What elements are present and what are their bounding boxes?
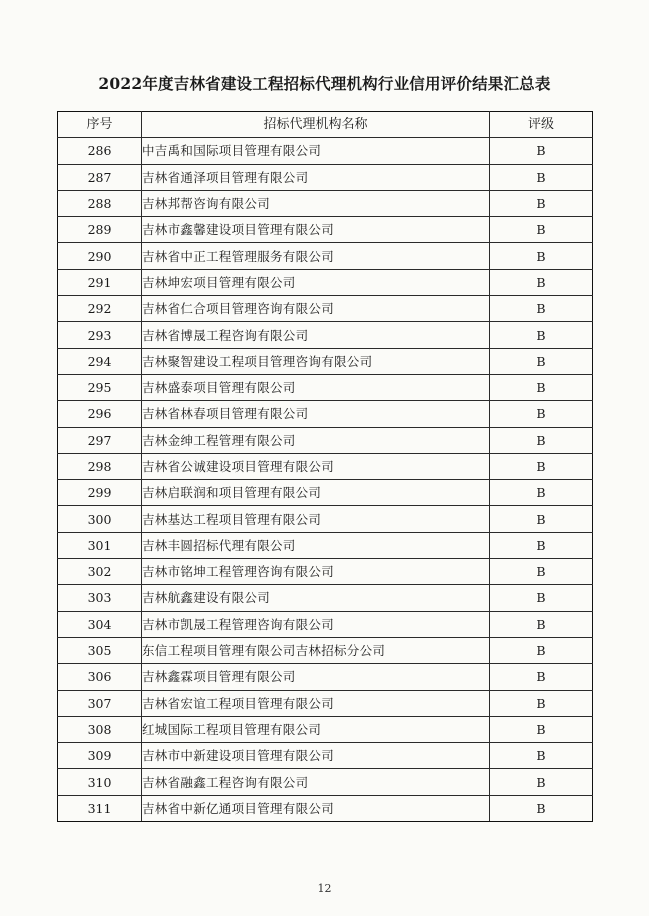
table-row [58,532,593,558]
row-grade: B [490,427,593,453]
row-grade: B [490,322,593,348]
row-serial-number: 288 [58,190,142,216]
header-serial-number: 序号 [58,112,142,138]
table-row [58,795,593,821]
row-serial-number: 301 [58,532,142,558]
header-agency-name: 招标代理机构名称 [142,112,490,138]
row-agency-name: 吉林市铭坤工程管理咨询有限公司 [142,559,490,585]
table-row [58,611,593,637]
table-row [58,427,593,453]
row-agency-name: 吉林丰圆招标代理有限公司 [142,532,490,558]
row-serial-number: 311 [58,795,142,821]
row-grade: B [490,401,593,427]
row-grade: B [490,532,593,558]
row-grade: B [490,743,593,769]
table-row [58,296,593,322]
row-agency-name: 吉林坤宏项目管理有限公司 [142,269,490,295]
row-agency-name: 吉林省仁合项目管理咨询有限公司 [142,296,490,322]
page-number: 12 [317,882,332,895]
row-agency-name: 吉林盛泰项目管理有限公司 [142,374,490,400]
row-serial-number: 302 [58,559,142,585]
row-serial-number: 308 [58,716,142,742]
document-title: 2022年度吉林省建设工程招标代理机构行业信用评价结果汇总表 [98,74,551,93]
row-serial-number: 307 [58,690,142,716]
table-row [58,401,593,427]
row-agency-name: 吉林金绅工程管理有限公司 [142,427,490,453]
table-row [58,743,593,769]
row-agency-name: 红城国际工程项目管理有限公司 [142,716,490,742]
row-serial-number: 305 [58,637,142,663]
row-agency-name: 吉林市凯晟工程管理咨询有限公司 [142,611,490,637]
row-grade: B [490,164,593,190]
row-serial-number: 291 [58,269,142,295]
row-agency-name: 吉林市中新建设项目管理有限公司 [142,743,490,769]
table-row [58,506,593,532]
row-agency-name: 吉林省通泽项目管理有限公司 [142,164,490,190]
row-grade: B [490,795,593,821]
table-row [58,585,593,611]
table-row [58,322,593,348]
table-header [58,112,593,138]
row-agency-name: 吉林聚智建设工程项目管理咨询有限公司 [142,348,490,374]
row-agency-name: 吉林省林春项目管理有限公司 [142,401,490,427]
row-grade: B [490,269,593,295]
row-serial-number: 296 [58,401,142,427]
row-grade: B [490,716,593,742]
row-agency-name: 中吉禹和国际项目管理有限公司 [142,138,490,164]
row-grade: B [490,243,593,269]
row-serial-number: 306 [58,664,142,690]
row-serial-number: 290 [58,243,142,269]
table-row [58,217,593,243]
row-agency-name: 吉林市鑫馨建设项目管理有限公司 [142,217,490,243]
row-grade: B [490,217,593,243]
row-serial-number: 297 [58,427,142,453]
row-grade: B [490,453,593,479]
row-serial-number: 310 [58,769,142,795]
table-row [58,716,593,742]
row-agency-name: 吉林省中新亿通项目管理有限公司 [142,795,490,821]
row-serial-number: 292 [58,296,142,322]
table-row [58,138,593,164]
row-serial-number: 304 [58,611,142,637]
table-row [58,769,593,795]
row-serial-number: 303 [58,585,142,611]
table-row [58,348,593,374]
table-body [58,138,593,822]
table-row [58,637,593,663]
header-row [58,112,593,138]
table-row [58,559,593,585]
row-grade: B [490,348,593,374]
row-serial-number: 293 [58,322,142,348]
row-agency-name: 吉林航鑫建设有限公司 [142,585,490,611]
row-agency-name: 吉林邦帮咨询有限公司 [142,190,490,216]
rating-table [57,111,593,822]
row-grade: B [490,480,593,506]
row-grade: B [490,374,593,400]
row-grade: B [490,769,593,795]
row-serial-number: 309 [58,743,142,769]
row-agency-name: 吉林省公诚建设项目管理有限公司 [142,453,490,479]
row-agency-name: 吉林基达工程项目管理有限公司 [142,506,490,532]
table-row [58,374,593,400]
table-row [58,269,593,295]
table-row [58,453,593,479]
row-grade: B [490,585,593,611]
row-serial-number: 289 [58,217,142,243]
row-grade: B [490,296,593,322]
table-row [58,164,593,190]
row-serial-number: 299 [58,480,142,506]
row-grade: B [490,637,593,663]
table-row [58,664,593,690]
table-row [58,690,593,716]
row-grade: B [490,506,593,532]
row-agency-name: 东信工程项目管理有限公司吉林招标分公司 [142,637,490,663]
row-grade: B [490,559,593,585]
row-serial-number: 298 [58,453,142,479]
row-agency-name: 吉林省中正工程管理服务有限公司 [142,243,490,269]
row-agency-name: 吉林省宏谊工程项目管理有限公司 [142,690,490,716]
row-serial-number: 286 [58,138,142,164]
row-grade: B [490,138,593,164]
row-serial-number: 300 [58,506,142,532]
row-serial-number: 294 [58,348,142,374]
row-agency-name: 吉林鑫霖项目管理有限公司 [142,664,490,690]
row-agency-name: 吉林启联润和项目管理有限公司 [142,480,490,506]
table-row [58,480,593,506]
header-grade: 评级 [490,112,593,138]
row-grade: B [490,690,593,716]
row-serial-number: 287 [58,164,142,190]
row-grade: B [490,664,593,690]
table-row [58,190,593,216]
table-row [58,243,593,269]
row-grade: B [490,611,593,637]
row-agency-name: 吉林省融鑫工程咨询有限公司 [142,769,490,795]
row-serial-number: 295 [58,374,142,400]
row-grade: B [490,190,593,216]
row-agency-name: 吉林省博晟工程咨询有限公司 [142,322,490,348]
